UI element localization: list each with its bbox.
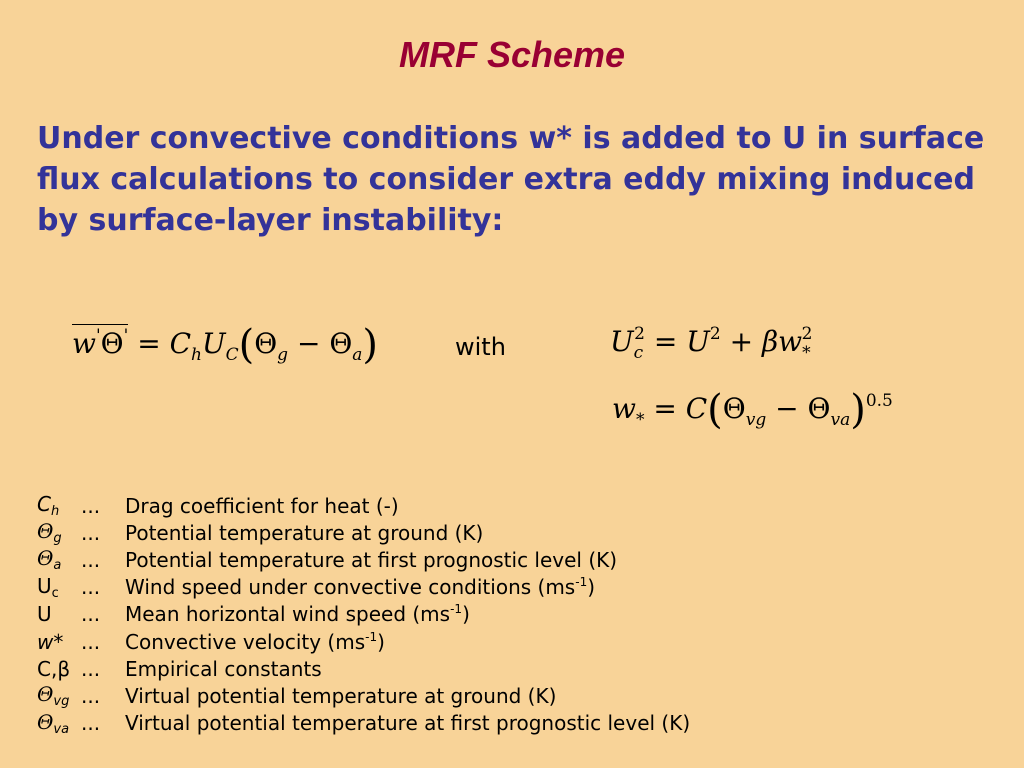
legend-symbol: $U_c$	[37, 573, 59, 601]
legend-desc: Mean horizontal wind speed $(ms^{-1})$	[125, 602, 470, 627]
legend-desc: Potential temperature at ground (K)	[125, 520, 484, 545]
with-label: with	[455, 333, 506, 361]
legend-desc: Virtual potential temperature at first prognostic level (K)	[125, 711, 691, 736]
legend-symbol: C,β	[37, 656, 71, 681]
legend-symbol: U	[37, 602, 52, 627]
legend-desc: Empirical constants	[125, 656, 322, 681]
legend-desc: Drag coefficient for heat (-)	[125, 493, 399, 518]
flux-equation: $w'\Theta' = C_hU_C(\Theta_g - \Theta_a)$	[72, 322, 379, 368]
legend-row-wstar: w* ... Convective velocity $(ms^{-1})$	[37, 629, 385, 654]
legend-row-theta-a: $\Theta_a$ ... Potential temperature at first prognostic level (K)	[37, 546, 618, 574]
legend-row-theta-vg: $\Theta_{vg}$ ... Virtual potential temperature at ground (K)	[37, 682, 557, 710]
legend-symbol: $\Theta_a$	[37, 546, 62, 574]
legend-row-theta-g: $\Theta_g$ ... Potential temperature at ground (K)	[37, 519, 484, 547]
legend-desc: Wind speed under convective conditions $(ms^{-1})$	[125, 575, 596, 600]
legend-symbol: $\Theta_{vg}$	[37, 682, 70, 710]
legend-row-uc: $U_c$ ... Wind speed under convective conditions $(ms^{-1})$	[37, 573, 596, 601]
uc-equation: $U_c^2 = U^2 + \beta w_*^2$	[610, 324, 813, 363]
legend-symbol: $\Theta_{va}$	[37, 709, 70, 737]
symbol-legend	[37, 492, 997, 737]
legend-row-theta-va: $\Theta_{va}$ ... Virtual potential temperature at first prognostic level (K)	[37, 709, 691, 737]
wstar-equation: $w_* = C(\Theta_{vg} - \Theta_{va})^{0.5}$	[612, 387, 893, 433]
legend-symbol: $C_h$	[37, 492, 60, 520]
legend-symbol: $\Theta_g$	[37, 519, 62, 547]
intro-text: Under convective conditions w* is added to U in surface flux calculations to consider extra eddy mixing induced by surface-layer instability:	[37, 121, 985, 238]
legend-desc: Convective velocity $(ms^{-1})$	[125, 629, 385, 654]
legend-row-u: U ... Mean horizontal wind speed $(ms^{-1})$	[37, 602, 470, 627]
legend-row-constants: C,β ... Empirical constants	[37, 656, 322, 681]
legend-desc: Virtual potential temperature at ground (K)	[125, 683, 557, 708]
legend-row-ch: $C_h$ ... Drag coefficient for heat (-)	[37, 492, 399, 520]
slide-title: MRF Scheme	[398, 34, 626, 75]
legend-desc: Potential temperature at first prognostic level (K)	[125, 547, 618, 572]
legend-symbol: w*	[37, 629, 64, 654]
